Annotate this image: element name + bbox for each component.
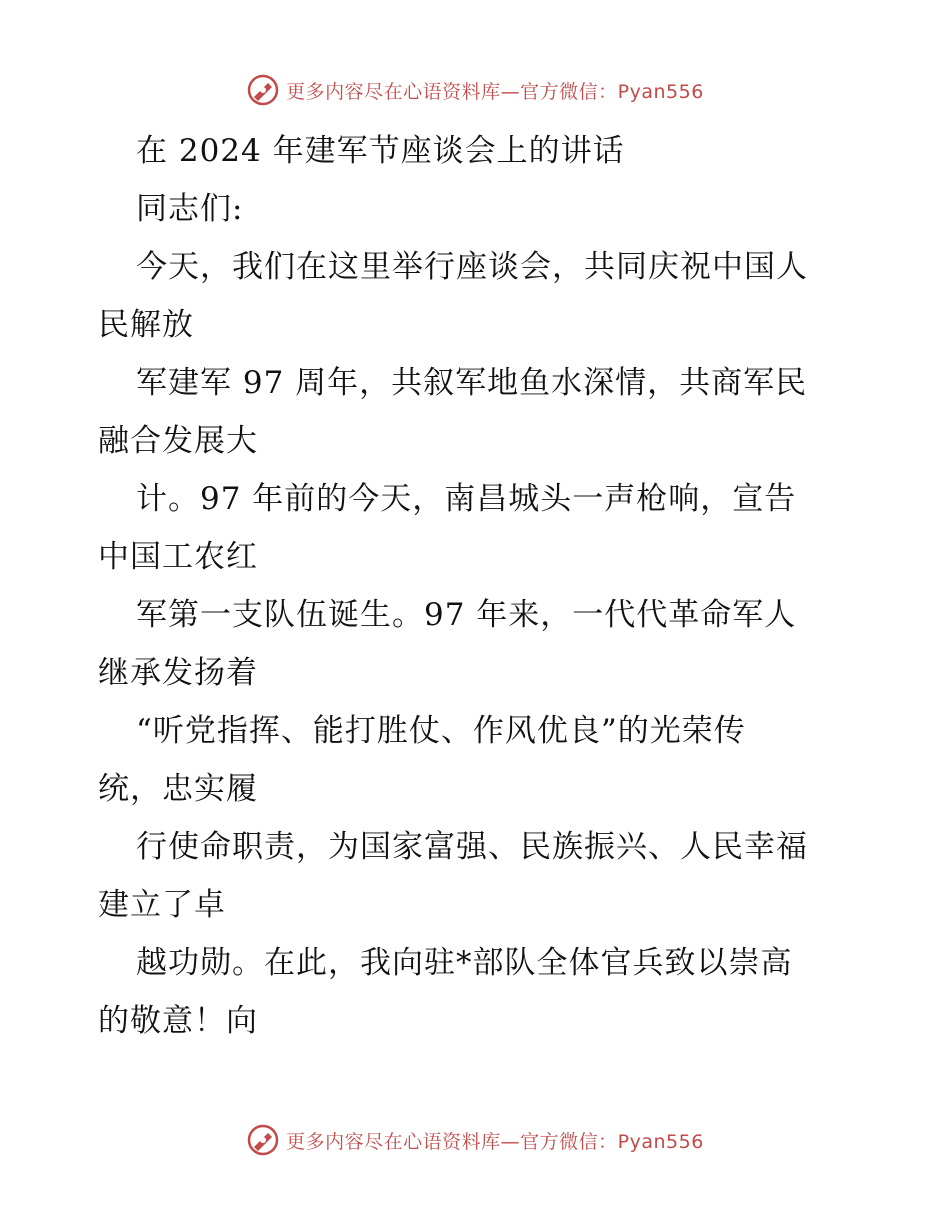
text-line: 建立了卓 [98,887,226,923]
salutation: 同志们: [136,191,244,227]
text-line: 民解放 [98,307,194,343]
watermark-dash: — [500,80,521,103]
text-line: 越功勋。在此，我向驻*部队全体官兵致以崇高 [136,945,793,981]
watermark-site-name: 更多内容尽在心语资料库 [286,80,501,103]
text-line: 今天，我们在这里举行座谈会，共同庆祝中国人 [136,249,808,285]
text-line: 军建军 97 周年，共叙军地鱼水深情，共商军民 [136,365,808,401]
text-line: 行使命职责，为国家富强、民族振兴、人民幸福 [136,829,808,865]
footer-watermark [0,1120,950,1160]
watermark-site-name: 更多内容尽在心语资料库 [286,1130,501,1153]
text-line: 军第一支队伍诞生。97 年来，一代代革命军人 [136,597,797,633]
text-line: 融合发展大 [98,423,258,459]
header-watermark [0,70,950,110]
watermark-text [286,1127,704,1154]
text-line: “听党指挥、能打胜仗、作风优良”的光荣传 [136,713,746,749]
text-line: 继承发扬着 [98,655,258,691]
document-title: 在 2024 年建军节座谈会上的讲话 [136,133,625,169]
pen-logo-icon [246,1123,280,1157]
text-line: 的敬意！向 [98,1003,258,1039]
document-body [98,122,858,1050]
watermark-dash: — [500,1130,521,1153]
watermark-wechat: 官方微信：Pyan556 [520,1130,704,1153]
watermark-text [286,77,704,104]
text-line: 计。97 年前的今天，南昌城头一声枪响，宣告 [136,481,797,517]
pen-logo-icon [246,73,280,107]
watermark-wechat: 官方微信：Pyan556 [520,80,704,103]
text-line: 统，忠实履 [98,771,258,807]
text-line: 中国工农红 [98,539,258,575]
